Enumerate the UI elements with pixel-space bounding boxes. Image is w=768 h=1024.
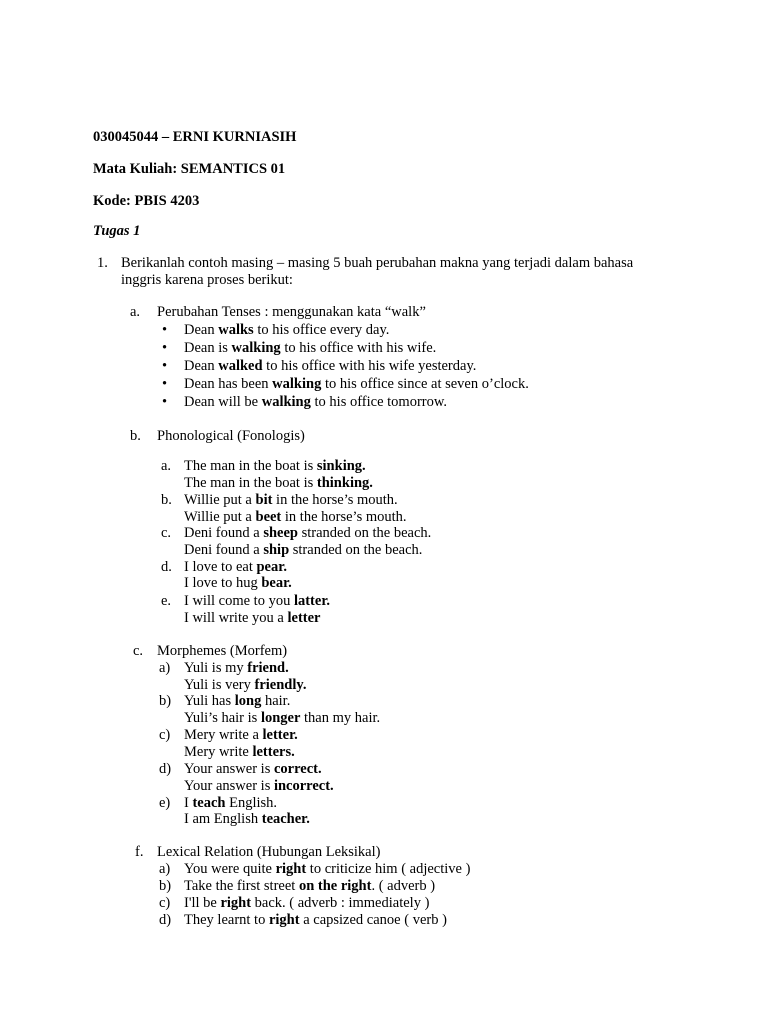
list-item-label: c) [159,727,171,743]
list-item: Willie put a beet in the horse’s mouth. [184,509,407,525]
bullet-icon: • [162,394,168,410]
section-c-title: Morphemes (Morfem) [157,643,288,659]
bullet-icon: • [162,322,168,338]
list-item-label: e. [161,593,172,609]
list-item: Dean walked to his office with his wife yesterday. [184,358,477,374]
list-item: I am English teacher. [184,811,310,827]
section-b-letter: b. [130,428,141,444]
list-item: Dean walks to his office every day. [184,322,390,338]
list-item: Mery write a letter. [184,727,298,743]
list-item: Yuli has long hair. [184,693,291,709]
list-item: Take the first street on the right. ( adverb ) [184,878,436,894]
section-b-title: Phonological (Fonologis) [157,428,305,444]
list-item: I love to hug bear. [184,575,292,591]
list-item-label: c. [161,525,172,541]
list-item: Yuli is my friend. [184,660,289,676]
list-item: The man in the boat is thinking. [184,475,373,491]
list-item: Deni found a sheep stranded on the beach. [184,525,432,541]
section-a-letter: a. [130,304,141,320]
question-line-2: inggris karena proses berikut: [121,272,293,288]
section-f-letter: f. [135,844,144,860]
list-item: They learnt to right a capsized canoe ( verb ) [184,912,447,928]
list-item: Dean is walking to his office with his wife. [184,340,437,356]
list-item: Dean will be walking to his office tomorrow. [184,394,448,410]
task-heading: Tugas 1 [93,223,141,239]
list-item: I will write you a letter [184,610,321,626]
list-item-label: e) [159,795,171,811]
list-item: I will come to you latter. [184,593,331,609]
question-number: 1. [97,255,108,271]
list-item: Your answer is incorrect. [184,778,334,794]
course-heading: Mata Kuliah: SEMANTICS 01 [93,161,286,177]
list-item: Yuli’s hair is longer than my hair. [184,710,381,726]
list-item-label: c) [159,895,171,911]
list-item: Willie put a bit in the horse’s mouth. [184,492,398,508]
list-item-label: d) [159,912,172,928]
code-heading: Kode: PBIS 4203 [93,193,200,209]
list-item: I teach English. [184,795,278,811]
list-item: I love to eat pear. [184,559,287,575]
list-item: Mery write letters. [184,744,295,760]
list-item-label: b) [159,878,172,894]
bullet-icon: • [162,376,168,392]
question-line-1: Berikanlah contoh masing – masing 5 buah perubahan makna yang terjadi dalam bahasa [121,255,634,271]
list-item-label: b. [161,492,172,508]
list-item-label: b) [159,693,172,709]
section-f-title: Lexical Relation (Hubungan Leksikal) [157,844,381,860]
list-item-label: a. [161,458,172,474]
list-item-label: a) [159,861,171,877]
list-item: Your answer is correct. [184,761,322,777]
section-a-title: Perubahan Tenses : menggunakan kata “walk” [157,304,426,320]
list-item: Dean has been walking to his office since at seven o’clock. [184,376,529,392]
list-item: Yuli is very friendly. [184,677,307,693]
bullet-icon: • [162,340,168,356]
list-item: You were quite right to criticize him ( adjective ) [184,861,471,877]
list-item-label: a) [159,660,171,676]
list-item: The man in the boat is sinking. [184,458,366,474]
list-item: I'll be right back. ( adverb : immediately ) [184,895,430,911]
list-item-label: d. [161,559,172,575]
student-heading: 030045044 – ERNI KURNIASIH [93,129,297,145]
list-item-label: d) [159,761,172,777]
list-item: Deni found a ship stranded on the beach. [184,542,423,558]
section-c-letter: c. [133,643,144,659]
bullet-icon: • [162,358,168,374]
